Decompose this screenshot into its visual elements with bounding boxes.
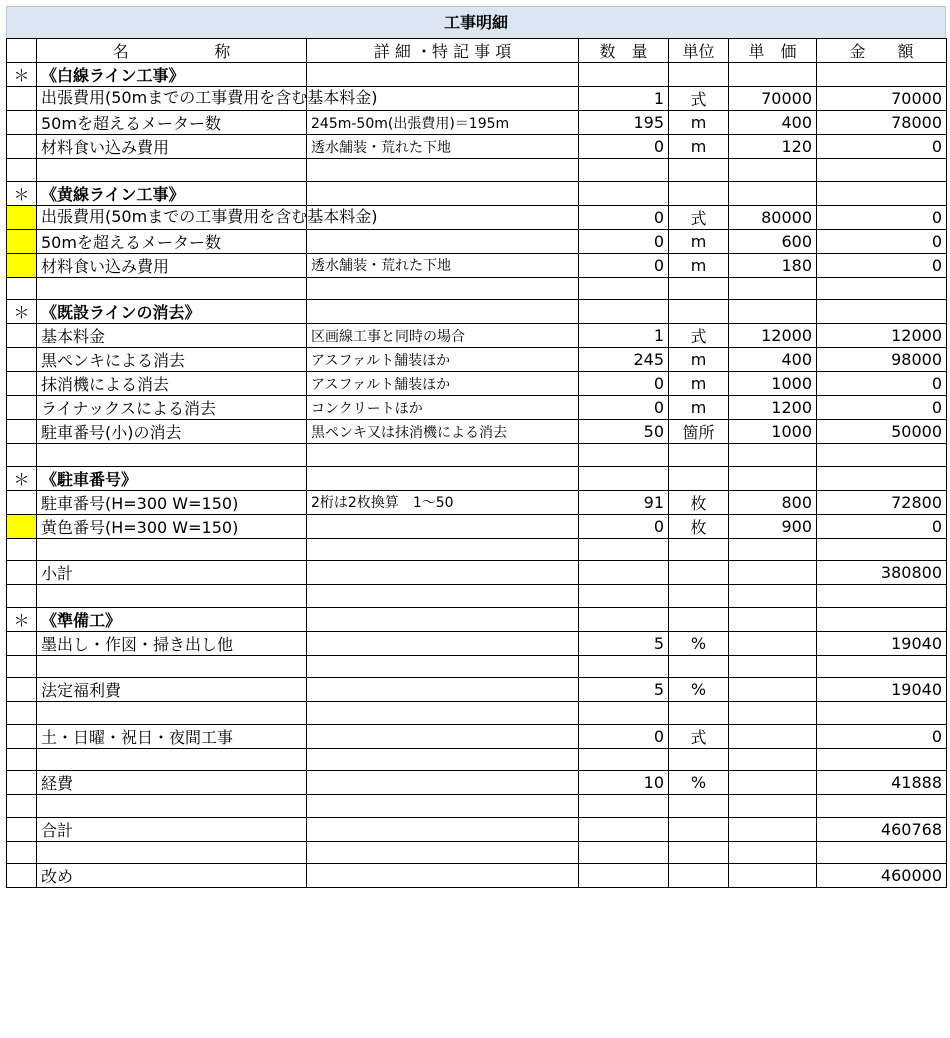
- table-row: [7, 63, 947, 87]
- item-qty: 10: [579, 771, 669, 795]
- item-price: 600: [729, 229, 817, 253]
- item-amount: [817, 181, 947, 205]
- item-amount: 460000: [817, 864, 947, 888]
- item-detail: [307, 631, 579, 655]
- mark-cell: [7, 678, 37, 702]
- item-qty: [579, 795, 669, 818]
- header-row: [7, 39, 947, 63]
- mark-cell: [7, 490, 37, 514]
- item-detail: [307, 724, 579, 748]
- table-row: [7, 324, 947, 348]
- item-unit: [669, 817, 729, 841]
- mark-cell: ＊: [7, 181, 37, 205]
- item-name: [37, 585, 307, 608]
- item-amount: 0: [817, 229, 947, 253]
- mark-cell: [7, 561, 37, 585]
- item-unit: [669, 277, 729, 300]
- item-amount: 0: [817, 135, 947, 159]
- item-qty: [579, 607, 669, 631]
- item-price: 400: [729, 348, 817, 372]
- item-unit: [669, 864, 729, 888]
- item-detail: [307, 538, 579, 561]
- item-name: [37, 795, 307, 818]
- section-heading: 《白線ライン工事》: [37, 63, 307, 87]
- header-name-right: 称: [214, 42, 231, 61]
- item-unit: 箇所: [669, 420, 729, 444]
- item-detail: [307, 678, 579, 702]
- item-name: 出張費用(50mまでの工事費用を含む基本料金): [41, 206, 378, 226]
- item-qty: [579, 538, 669, 561]
- item-unit: m: [669, 229, 729, 253]
- item-price: [729, 159, 817, 182]
- item-detail: [307, 702, 579, 725]
- item-detail: [307, 277, 579, 300]
- table-row: [7, 159, 947, 182]
- highlight-marker-cell: [7, 514, 37, 538]
- table-row: [7, 490, 947, 514]
- item-price: 900: [729, 514, 817, 538]
- item-detail: アスファルト舗装ほか: [307, 348, 579, 372]
- mark-cell: [7, 348, 37, 372]
- section-heading: 《駐車番号》: [37, 466, 307, 490]
- item-name: 黄色番号(H=300 W=150): [37, 514, 307, 538]
- item-price: [729, 181, 817, 205]
- table-row: [7, 655, 947, 678]
- item-price: 400: [729, 111, 817, 135]
- highlight-marker-cell: [7, 229, 37, 253]
- item-qty: [579, 277, 669, 300]
- mark-cell: [7, 420, 37, 444]
- item-amount: [817, 585, 947, 608]
- item-price: [729, 538, 817, 561]
- item-unit: m: [669, 135, 729, 159]
- item-unit: m: [669, 348, 729, 372]
- item-detail: 245m-50m(出張費用)＝195m: [307, 111, 579, 135]
- header-unit: 単位: [669, 39, 729, 63]
- item-qty: 0: [579, 253, 669, 277]
- item-name: [37, 841, 307, 864]
- item-amount: [817, 277, 947, 300]
- item-amount: 0: [817, 724, 947, 748]
- item-price: 12000: [729, 324, 817, 348]
- item-amount: 78000: [817, 111, 947, 135]
- item-qty: 5: [579, 631, 669, 655]
- item-detail: [307, 655, 579, 678]
- table-row: [7, 396, 947, 420]
- mark-cell: [7, 324, 37, 348]
- item-detail: アスファルト舗装ほか: [307, 372, 579, 396]
- mark-cell: [7, 396, 37, 420]
- item-amount: [817, 466, 947, 490]
- mark-cell: [7, 372, 37, 396]
- estimate-sheet: [6, 6, 946, 888]
- item-unit: [669, 159, 729, 182]
- item-amount: 19040: [817, 678, 947, 702]
- item-name: [37, 655, 307, 678]
- item-detail: 透水舗装・荒れた下地: [307, 135, 579, 159]
- item-name: 駐車番号(H=300 W=150): [37, 490, 307, 514]
- item-unit: [669, 63, 729, 87]
- item-price: [729, 607, 817, 631]
- item-price: [729, 300, 817, 324]
- table-row: [7, 372, 947, 396]
- item-price: [729, 678, 817, 702]
- item-qty: 195: [579, 111, 669, 135]
- item-name: 50mを超えるメーター数: [37, 229, 307, 253]
- mark-cell: [7, 444, 37, 467]
- item-qty: 0: [579, 396, 669, 420]
- item-price: [729, 724, 817, 748]
- item-qty: 50: [579, 420, 669, 444]
- item-price: [729, 864, 817, 888]
- item-amount: 0: [817, 396, 947, 420]
- item-unit: [669, 607, 729, 631]
- item-amount: [817, 444, 947, 467]
- item-amount: 12000: [817, 324, 947, 348]
- mark-cell: [7, 655, 37, 678]
- mark-cell: [7, 159, 37, 182]
- table-row: [7, 514, 947, 538]
- mark-cell: ＊: [7, 607, 37, 631]
- item-unit: [669, 702, 729, 725]
- item-detail: コンクリートほか: [307, 396, 579, 420]
- item-detail: [307, 514, 579, 538]
- table-row: [7, 277, 947, 300]
- item-price: [729, 466, 817, 490]
- mark-cell: [7, 702, 37, 725]
- item-price: [729, 444, 817, 467]
- item-name: 小計: [37, 561, 307, 585]
- item-name: [37, 444, 307, 467]
- mark-cell: ＊: [7, 63, 37, 87]
- mark-cell: [7, 111, 37, 135]
- item-amount: 0: [817, 205, 947, 229]
- header-qty: 数 量: [579, 39, 669, 63]
- section-heading: 《準備工》: [37, 607, 307, 631]
- item-name: [37, 159, 307, 182]
- item-unit: [669, 300, 729, 324]
- item-name: 墨出し・作図・掃き出し他: [37, 631, 307, 655]
- item-name: [37, 277, 307, 300]
- item-unit: [669, 748, 729, 771]
- item-amount: [817, 159, 947, 182]
- item-name: 基本料金: [37, 324, 307, 348]
- item-price: 1000: [729, 420, 817, 444]
- item-detail: [307, 300, 579, 324]
- item-unit: 式: [669, 324, 729, 348]
- table-row: [7, 841, 947, 864]
- table-row: [7, 585, 947, 608]
- item-qty: 1: [579, 87, 669, 111]
- table-row: [7, 748, 947, 771]
- item-unit: %: [669, 631, 729, 655]
- section-heading: 《黄線ライン工事》: [37, 181, 307, 205]
- item-amount: 460768: [817, 817, 947, 841]
- item-name: ライナックスによる消去: [37, 396, 307, 420]
- item-detail: [307, 159, 579, 182]
- item-qty: [579, 300, 669, 324]
- item-price: [729, 771, 817, 795]
- header-price: 単 価: [729, 39, 817, 63]
- item-qty: [579, 702, 669, 725]
- item-name: 黒ペンキによる消去: [37, 348, 307, 372]
- item-amount: 98000: [817, 348, 947, 372]
- item-detail: 区画線工事と同時の場合: [307, 324, 579, 348]
- item-detail: [307, 466, 579, 490]
- table-row: [7, 253, 947, 277]
- item-detail: [307, 795, 579, 818]
- estimate-table: [6, 38, 947, 888]
- item-qty: [579, 585, 669, 608]
- item-detail: [307, 229, 579, 253]
- item-qty: [579, 159, 669, 182]
- item-price: 800: [729, 490, 817, 514]
- item-qty: 0: [579, 205, 669, 229]
- item-name: 経費: [37, 771, 307, 795]
- item-name: 駐車番号(小)の消去: [37, 420, 307, 444]
- item-amount: [817, 607, 947, 631]
- item-unit: 式: [669, 724, 729, 748]
- table-row: [7, 702, 947, 725]
- item-unit: 枚: [669, 514, 729, 538]
- table-row: [7, 135, 947, 159]
- item-amount: 19040: [817, 631, 947, 655]
- table-row: [7, 724, 947, 748]
- item-amount: [817, 795, 947, 818]
- table-row: [7, 795, 947, 818]
- item-qty: [579, 817, 669, 841]
- mark-cell: [7, 585, 37, 608]
- item-name: 材料食い込み費用: [37, 135, 307, 159]
- item-unit: [669, 538, 729, 561]
- item-qty: 1: [579, 324, 669, 348]
- item-price: 120: [729, 135, 817, 159]
- table-row: [7, 300, 947, 324]
- item-detail: [307, 63, 579, 87]
- table-row: [7, 678, 947, 702]
- item-unit: m: [669, 253, 729, 277]
- item-price: 70000: [729, 87, 817, 111]
- item-detail: [307, 841, 579, 864]
- item-name: 合計: [37, 817, 307, 841]
- item-unit: 枚: [669, 490, 729, 514]
- mark-cell: [7, 135, 37, 159]
- table-row: [7, 771, 947, 795]
- header-name-left: 名: [112, 42, 129, 61]
- item-amount: 0: [817, 514, 947, 538]
- table-row: [7, 631, 947, 655]
- mark-cell: [7, 864, 37, 888]
- item-name: 材料食い込み費用: [37, 253, 307, 277]
- item-amount: 70000: [817, 87, 947, 111]
- header-amount: 金 額: [817, 39, 947, 63]
- item-qty: 0: [579, 514, 669, 538]
- item-price: 1200: [729, 396, 817, 420]
- item-qty: [579, 864, 669, 888]
- item-qty: 5: [579, 678, 669, 702]
- table-row: [7, 817, 947, 841]
- item-amount: 72800: [817, 490, 947, 514]
- sheet-title: 工事明細: [6, 6, 946, 38]
- item-detail: [307, 771, 579, 795]
- item-price: [729, 795, 817, 818]
- item-qty: [579, 181, 669, 205]
- item-amount: [817, 300, 947, 324]
- item-unit: [669, 585, 729, 608]
- item-unit: 式: [669, 205, 729, 229]
- item-amount: [817, 538, 947, 561]
- item-qty: 0: [579, 229, 669, 253]
- item-unit: m: [669, 372, 729, 396]
- mark-cell: [7, 795, 37, 818]
- item-unit: 式: [669, 87, 729, 111]
- highlight-marker-cell: [7, 253, 37, 277]
- item-unit: [669, 561, 729, 585]
- table-row: [7, 348, 947, 372]
- item-qty: 0: [579, 724, 669, 748]
- highlight-marker-cell: [7, 205, 37, 229]
- item-name: [37, 748, 307, 771]
- mark-cell: [7, 277, 37, 300]
- item-unit: [669, 655, 729, 678]
- item-price: [729, 561, 817, 585]
- item-amount: 50000: [817, 420, 947, 444]
- item-qty: [579, 444, 669, 467]
- header-detail: 詳 細 ・特 記 事 項: [307, 39, 579, 63]
- table-row: [7, 538, 947, 561]
- item-price: [729, 277, 817, 300]
- item-unit: %: [669, 771, 729, 795]
- item-price: [729, 841, 817, 864]
- item-detail: 2桁は2枚換算 1～50: [307, 490, 579, 514]
- table-row: [7, 229, 947, 253]
- item-detail: 黒ペンキ又は抹消機による消去: [307, 420, 579, 444]
- item-price: 80000: [729, 205, 817, 229]
- item-amount: 380800: [817, 561, 947, 585]
- item-detail: [307, 181, 579, 205]
- table-row: [7, 864, 947, 888]
- item-amount: [817, 63, 947, 87]
- item-amount: [817, 841, 947, 864]
- item-unit: [669, 444, 729, 467]
- table-row: [7, 111, 947, 135]
- item-amount: [817, 655, 947, 678]
- item-price: [729, 702, 817, 725]
- mark-cell: [7, 841, 37, 864]
- item-price: 180: [729, 253, 817, 277]
- item-amount: 41888: [817, 771, 947, 795]
- item-qty: 245: [579, 348, 669, 372]
- item-qty: [579, 655, 669, 678]
- section-heading: 《既設ラインの消去》: [37, 300, 307, 324]
- item-name: [37, 538, 307, 561]
- item-price: [729, 817, 817, 841]
- header-name: [37, 39, 307, 63]
- header-mark-cell: [7, 39, 37, 63]
- item-detail: [307, 585, 579, 608]
- item-price: [729, 585, 817, 608]
- item-unit: [669, 795, 729, 818]
- mark-cell: [7, 87, 37, 111]
- item-detail: [307, 748, 579, 771]
- item-qty: [579, 841, 669, 864]
- mark-cell: [7, 724, 37, 748]
- item-name: 改め: [37, 864, 307, 888]
- item-detail: [307, 561, 579, 585]
- item-name: 抹消機による消去: [37, 372, 307, 396]
- item-unit: m: [669, 111, 729, 135]
- item-price: [729, 748, 817, 771]
- mark-cell: [7, 631, 37, 655]
- item-price: [729, 655, 817, 678]
- table-row: [7, 420, 947, 444]
- item-name-cell: [37, 87, 378, 111]
- table-row: [7, 205, 947, 229]
- item-price: 1000: [729, 372, 817, 396]
- item-amount: 0: [817, 372, 947, 396]
- table-row: [7, 607, 947, 631]
- table-row: [7, 444, 947, 467]
- item-unit: [669, 841, 729, 864]
- item-detail: [307, 864, 579, 888]
- item-detail: 透水舗装・荒れた下地: [307, 253, 579, 277]
- item-name: 50mを超えるメーター数: [37, 111, 307, 135]
- item-name: 土・日曜・祝日・夜間工事: [37, 724, 307, 748]
- item-qty: [579, 561, 669, 585]
- item-qty: 0: [579, 135, 669, 159]
- item-amount: [817, 748, 947, 771]
- table-row: [7, 466, 947, 490]
- item-unit: [669, 181, 729, 205]
- item-detail: [307, 444, 579, 467]
- item-price: [729, 63, 817, 87]
- mark-cell: [7, 817, 37, 841]
- mark-cell: ＊: [7, 466, 37, 490]
- item-amount: 0: [817, 253, 947, 277]
- table-row: [7, 181, 947, 205]
- item-unit: [669, 466, 729, 490]
- item-unit: m: [669, 396, 729, 420]
- item-name-cell: [37, 205, 378, 229]
- item-qty: 91: [579, 490, 669, 514]
- table-row: [7, 87, 947, 111]
- mark-cell: [7, 748, 37, 771]
- item-name: 出張費用(50mまでの工事費用を含む基本料金): [41, 88, 378, 107]
- item-name: 法定福利費: [37, 678, 307, 702]
- item-name: [37, 702, 307, 725]
- item-qty: [579, 748, 669, 771]
- mark-cell: [7, 538, 37, 561]
- item-detail: [307, 607, 579, 631]
- item-detail: [307, 817, 579, 841]
- item-unit: %: [669, 678, 729, 702]
- item-price: [729, 631, 817, 655]
- item-amount: [817, 702, 947, 725]
- item-qty: [579, 466, 669, 490]
- mark-cell: ＊: [7, 300, 37, 324]
- mark-cell: [7, 771, 37, 795]
- table-row: [7, 561, 947, 585]
- item-qty: 0: [579, 372, 669, 396]
- item-qty: [579, 63, 669, 87]
